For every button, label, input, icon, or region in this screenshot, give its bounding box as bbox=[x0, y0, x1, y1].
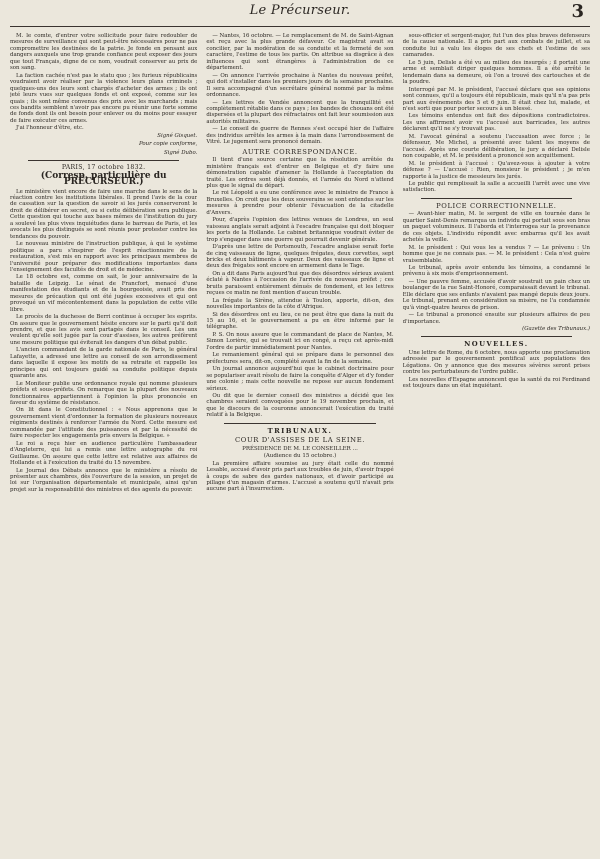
section-title-cour-assises: COUR D'ASSISES DE LA SEINE. bbox=[234, 436, 366, 445]
article-paragraph: L'ancien commandant de la garde nationale de Paris, le général Lafayette, a adressé une lettre au conseil de son arrondissement dans laquelle il expose les motifs de sa retraite et rappelle les principes qui ont toujours guidé sa conduite politique depuis quarante ans. bbox=[10, 347, 198, 380]
article-paragraph: M. l'avocat général a soutenu l'accusation avec force ; le défenseur, Me Michel, a présenté avec talent les moyens de l'accusé. Après une courte délibération, le jury a déclaré Delisle non coupable, et M. le président a prononcé son acquittement. bbox=[402, 133, 590, 160]
article-paragraph: Le 18 octobre est, comme on sait, le jour anniversaire de la bataille de Leipzig. Le sénat de Francfort, menacé d'une manifestation des étudiants et de la bourgeoisie, avait pris des mesures de précaution qui ont été jugées excessives et qui ont provoqué un vif mécontentement dans la population de cette ville libre. bbox=[10, 274, 198, 313]
article-paragraph: P. S. On nous assure que le commandant de place de Nantes, M. Simon Lorière, qui se trouvait ici en congé, a reçu cet après-midi l'ordre de partir immédiatement pour Nantes. bbox=[206, 331, 394, 351]
article-paragraph: Le roi Léopold a eu une conférence avec le ministre de France à Bruxelles. On croit que les deux souverains se sont entendus sur les mesures à prendre pour obtenir l'évacuation de la citadelle d'Anvers. bbox=[206, 190, 394, 216]
divider bbox=[421, 336, 572, 337]
article-paragraph: sous-officier et sergent-major, fut l'un des plus braves défenseurs de la cause nationale. Il a pris part aux combats de juillet, et sa conduite lui a valu les éloges de ses chefs et l'estime de ses camarades. bbox=[402, 33, 590, 59]
article-paragraph: Le nouveau ministre de l'instruction publique, à qui le système politique a paru s'inspirer de l'esprit réactionnaire de la restauration, s'est mis en rapport avec les principaux membres de l'université pour préparer des modifications importantes dans l'enseignement des facultés de droit et de médecine. bbox=[10, 241, 198, 273]
article-paragraph: — Les lettres de Vendée annoncent que la tranquillité est complètement rétablie dans ce pays ; les bandes de chouans ont été dispersées et la plupart des réfractaires ont fait leur soumission aux autorités militaires. bbox=[206, 99, 394, 125]
intro-paragraph: La faction cachée n'est pas le statu quo ; les furieux républicains voudraient avoir réaliser par la violence leurs plans criminels ; quelques-uns des leurs sont chargés d'acheter des armes ; ils ont jeté leurs vues sur quelques fonds et ont exposé, comme sur les quais ; ils sont même convenus des prix avec les marchands ; mais ces bandits semblent n'avoir pas encore pu réunir une forte somme de fonds dont ils ont besoin pour enlever ou du moins pour essayer de faire exécuter ces armes. bbox=[10, 72, 198, 124]
audience-caption: (Audience du 15 octobre.) bbox=[263, 453, 337, 460]
signature-gisquet: Signé Gisquet. bbox=[157, 132, 198, 139]
article-paragraph: — On annonce l'arrivée prochaine à Nantes du nouveau préfet, qui doit s'installer dans les premiers jours de la semaine prochaine. Il sera accompagné d'un secrétaire général nommé par la même ordonnance. bbox=[206, 72, 394, 99]
article-paragraph: Il tient d'une source certaine que la résolution arrêtée du ministère français est d'entrer en Belgique et d'y faire une démonstration capable d'amener la Hollande à l'acceptation du traité. Les ordres sont déjà donnés, et l'armée du Nord n'attend plus que le signal du départ. bbox=[206, 157, 394, 189]
section-title-tribunaux: TRIBUNAUX. bbox=[267, 426, 333, 435]
article-paragraph: Ou dit que le dernier conseil des ministres a décidé que les chambres seraient convoquées pour le 19 novembre prochain, et que le discours de la couronne annoncerait l'exécution du traité relatif à la Belgique. bbox=[206, 393, 394, 419]
dateline: PARIS, 17 octobre 1832. bbox=[61, 164, 146, 172]
article-paragraph: D'après une lettre de Portsmouth, l'escadre anglaise serait forte de cinq vaisseaux de ligne, quelques frégates, deux corvettes, sept bricks et deux bâtiments à vapeur. Deux des vaisseaux de ligne et deux des frégates sont encore en armement dans le Tage. bbox=[206, 244, 394, 270]
article-paragraph: — Le tribunal a prononcé ensuite sur plusieurs affaires de peu d'importance. bbox=[402, 312, 590, 325]
article-paragraph: On lit dans le Constitutionnel : « Nous apprenons que le gouvernement vient d'ordonner la formation de plusieurs nouveaux régiments destinés à renforcer l'armée du Nord. Cette mesure est commandée par l'attitude des puissances et par la nécessité de faire respecter les engagements pris envers la Belgique. » bbox=[10, 407, 198, 440]
article-paragraph: Si des désordres ont eu lieu, ce ne peut être que dans la nuit du 15 au 16, et le gouvernement a pu en être informé par le télégraphe. bbox=[206, 311, 394, 331]
article-paragraph: Interrogé par M. le président, l'accusé déclare que ses opinions sont connues, qu'il a toujours été républicain, mais qu'il n'a pas pris part aux événements des 5 et 6 juin. Il était chez lui, malade, et n'est sorti que pour porter secours à un blessé. bbox=[402, 86, 590, 112]
article-paragraph: Le roi a reçu hier en audience particulière l'ambassadeur d'Angleterre, qui lui a remis une lettre autographe du roi Guillaume. On assure que cette lettre est relative aux affaires de Hollande et à l'exécution du traité du 15 novembre. bbox=[10, 440, 198, 467]
column-2 bbox=[206, 33, 393, 853]
article-paragraph: On a dit dans Paris aujourd'hui que des désordres sérieux avaient éclaté à Nantes à l'occasion de l'arrivée du nouveau préfet ; ces bruits paraissent entièrement dénués de fondement, et les lettres reçues ce matin ne font mention d'aucun trouble. bbox=[206, 270, 394, 297]
article-paragraph: La frégate la Sirène, attendue à Toulon, apporte, dit-on, des nouvelles importantes de la côte d'Afrique. bbox=[206, 297, 394, 311]
article-paragraph: — Nantes, 16 octobre. — Le remplacement de M. de Saint-Aignan est reçu avec la plus grande défaveur. Ce magistrat avait su concilier, par la modération de sa conduite et la fermeté de son caractère, l'estime de tous les partis. On attribue sa disgrâce à des influences qui sont étrangères à l'administration de ce département. bbox=[206, 33, 394, 72]
article-paragraph: Les nouvelles d'Espagne annoncent que la santé du roi Ferdinand est toujours dans un état inquiétant. bbox=[402, 376, 590, 390]
article-paragraph: La première affaire soumise au jury était celle du nommé Lesable, accusé d'avoir pris part aux troubles de juin, d'avoir frappé à coups de sabre des gardes nationaux, et d'avoir participé au pillage d'un magasin d'armes. L'accusé a soutenu qu'il n'avait pris aucune part à l'insurrection. bbox=[206, 460, 394, 493]
divider bbox=[28, 160, 179, 161]
column-3 bbox=[403, 33, 590, 853]
section-title-correspondance: AUTRE CORRESPONDANCE. bbox=[242, 147, 358, 156]
article-columns bbox=[10, 33, 590, 853]
article-paragraph: Le public qui remplissait la salle a accueilli l'arrêt avec une vive satisfaction. bbox=[402, 180, 590, 194]
divider bbox=[421, 198, 572, 199]
article-paragraph: — Le conseil de guerre de Rennes s'est occupé hier de l'affaire des individus arrêtés les armes à la main dans l'arrondissement de Vitré. Le jugement sera prononcé demain. bbox=[206, 126, 394, 146]
certify-line: Pour copie conforme, bbox=[139, 141, 198, 148]
article-paragraph: Un journal annonce aujourd'hui que le cabinet doctrinaire pour se populariser avait résolu de faire la conquête d'Alger et d'y fonder une colonie ; mais cette nouvelle ne repose sur aucun fondement sérieux. bbox=[206, 366, 394, 392]
signature-dubo: Signé Dubo. bbox=[163, 149, 198, 156]
article-paragraph: M. le président : Qui vous les a vendus ? — Le prévenu : Un homme que je ne connais pas. — M. le président : Cela n'est guère vraisemblable. bbox=[402, 244, 590, 264]
article-paragraph: Le Moniteur publie une ordonnance royale qui nomme plusieurs préfets et sous-préfets. On remarque que la plupart des nouveaux fonctionnaires appartiennent à l'opinion la plus prononcée en faveur du système de résistance. bbox=[10, 380, 198, 407]
article-paragraph: M. le président à l'accusé : Qu'avez-vous à ajouter à votre défense ? — L'accusé : Rien, monsieur le président ; je m'en rapporte à la justice de messieurs les jurés. bbox=[402, 160, 590, 180]
article-paragraph: Le ministère vient encore de faire une marche dans le sens de la réaction contre les institutions libérales. Il prend l'avis de la cour de cassation sur la question de savoir si les jurés conserveront le droit de délibérer en secret, ou si cette délibération sera publique. Cette question qui touche aux bases mêmes de l'institution du jury a soulevé les plus vives inquiétudes dans le barreau de Paris, et les avocats les plus distingués se sont réunis pour protester contre les tendances du pouvoir. bbox=[10, 188, 198, 240]
article-paragraph: Le tribunal, après avoir entendu les témoins, a condamné le prévenu à six mois d'emprisonnement. bbox=[402, 264, 590, 278]
article-paragraph: Le remaniement général qui se prépare dans le personnel des préfectures sera, dit-on, complété avant la fin de la semaine. bbox=[206, 352, 394, 365]
section-title-nouvelles: NOUVELLES. bbox=[464, 340, 529, 349]
section-title-police: POLICE CORRECTIONNELLE. bbox=[436, 201, 557, 210]
page-number: 3 bbox=[571, 1, 584, 22]
article-paragraph: Une lettre de Rome, du 6 octobre, nous apporte une proclamation adressée par le gouvernement pontifical aux populations des Légations. On y annonce que des mesures sévères seront prises contre les perturbateurs de l'ordre public. bbox=[402, 349, 590, 376]
article-paragraph: — Une pauvre femme, accusée d'avoir soustrait un pain chez un boulanger de la rue Saint-Honoré, comparaissait devant le tribunal. Elle déclare que ses enfants n'avaient pas mangé depuis deux jours. Le tribunal, prenant en considération sa misère, ne l'a condamnée qu'à vingt-quatre heures de prison. bbox=[402, 278, 590, 311]
section-heading: (Corresp. particulière du PRÉCURSEUR.) bbox=[40, 170, 167, 188]
masthead bbox=[10, 0, 590, 27]
intro-paragraph: J'ai l'honneur d'être, etc. bbox=[16, 125, 84, 132]
article-paragraph: Le Journal des Débats annonce que le ministère a résolu de présenter aux chambres, dès l'ouverture de la session, un projet de loi sur l'organisation départementale et municipale, ainsi qu'un projet sur la responsabilité des ministres et des agents du pouvoir. bbox=[10, 467, 198, 493]
article-paragraph: Pour, d'après l'opinion des lettres venues de Londres, un seul vaisseau anglais serait adjoint à l'escadre française qui doit bloquer les ports de la Hollande. Le cabinet britannique voudrait éviter de trop s'engager dans une guerre qui pourrait devenir générale. bbox=[206, 217, 394, 243]
presidency-caption: PRÉSIDENCE DE M. LE CONSEILLER ... bbox=[242, 445, 358, 452]
intro-paragraph: M. le comte, d'entrer votre sollicitude pour faire redoubler de mesures de surveillance qui sont peut-être nécessaires pour ne pas compromettre les destinées de la patrie. Je fonde en pensant aux dangers auxquels une trop grande confiance peut exposer des jours que tout Français, digne de ce nom, voudrait conserver au prix de son sang. bbox=[10, 33, 198, 72]
article-paragraph: Le 5 juin, Delisle a été vu au milieu des insurgés ; il portait une arme et semblait diriger quelques hommes. Il a été arrêté le lendemain dans sa demeure, où l'on a trouvé des cartouches et de la poudre. bbox=[402, 59, 590, 86]
article-paragraph: — Avant-hier matin, M. le sergent de ville en tournée dans le quartier Saint-Denis remarqua un individu qui portait sous son bras un paquet volumineux. Il l'aborda et l'interrogea sur la provenance de ces objets. L'individu répondit avec embarras qu'il les avait achetés la veille. bbox=[402, 211, 590, 244]
column-1 bbox=[10, 33, 197, 853]
source-credit: (Gazette des Tribunaux.) bbox=[522, 326, 590, 333]
divider bbox=[224, 423, 375, 424]
article-paragraph: Le procès de la duchesse de Berri continue à occuper les esprits. On assure que le gouvernement hésite encore sur le parti qu'il doit prendre, et que les avis sont partagés dans le conseil. Les uns veulent qu'elle soit jugée par la cour d'assises, les autres préfèrent une mesure politique qui éviterait les dangers d'un débat public. bbox=[10, 314, 198, 346]
article-paragraph: Les témoins entendus ont fait des dépositions contradictoires. Les uns affirment avoir vu l'accusé aux barricades, les autres déclarent qu'il ne s'y trouvait pas. bbox=[402, 113, 590, 133]
masthead-title: Le Précurseur. bbox=[249, 3, 351, 18]
